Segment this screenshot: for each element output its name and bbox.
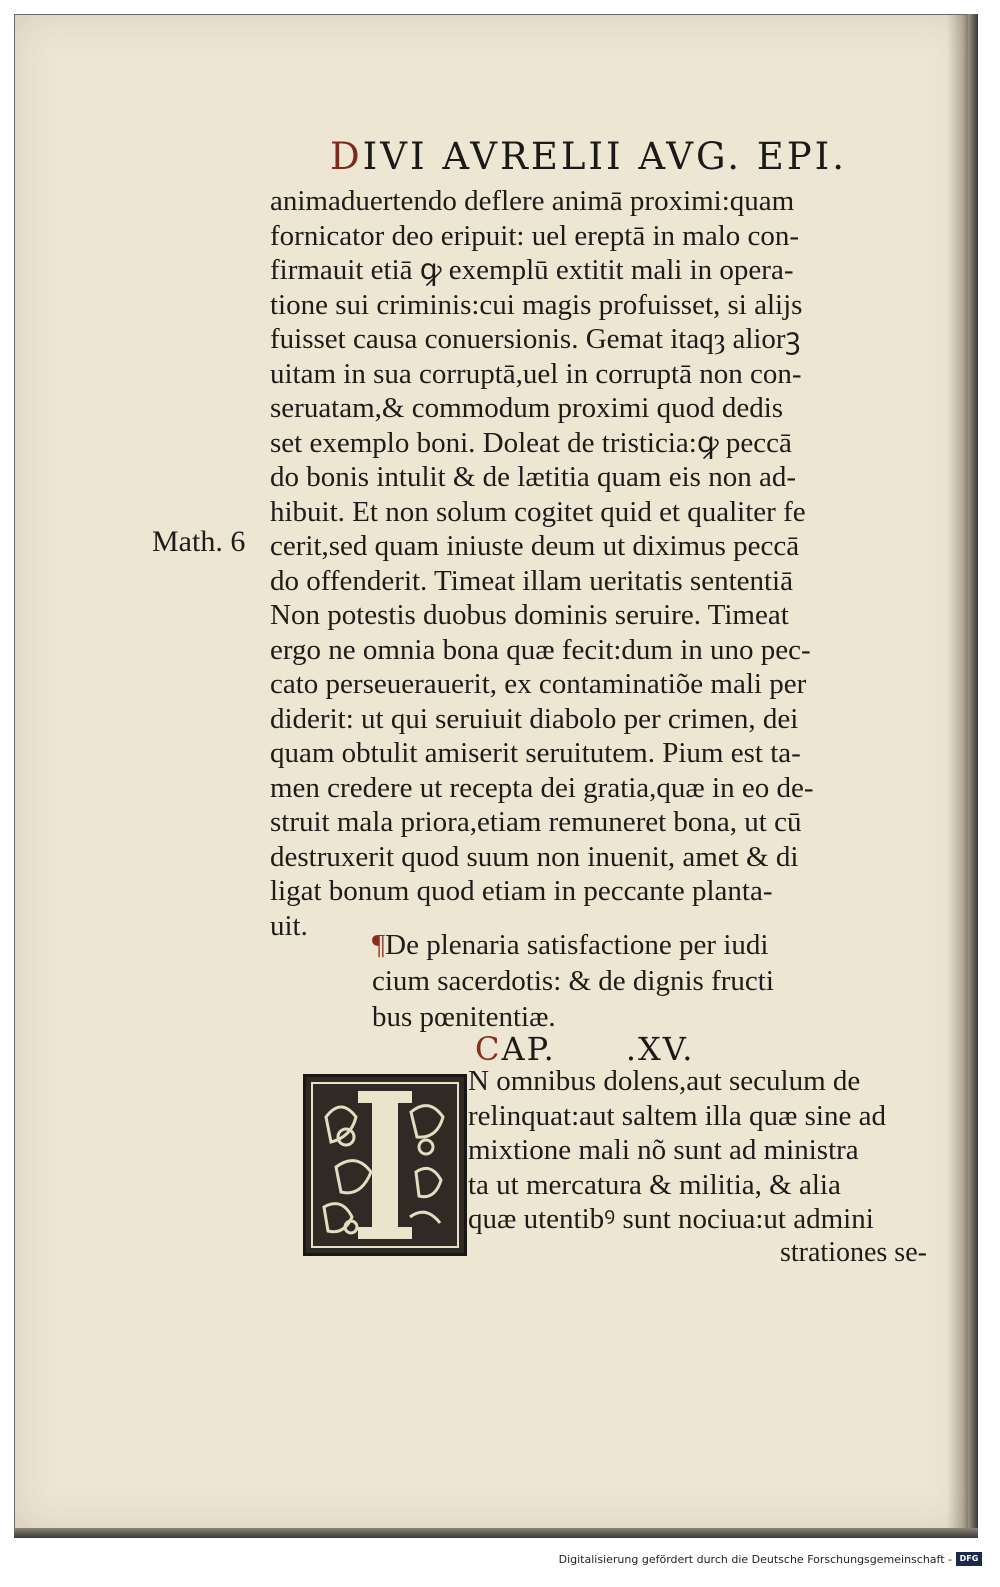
text-line: ta ut mercatura & militia, & alia [468,1168,841,1201]
text-line: tione sui criminis:cui magis profuisset, si alijs [270,288,803,321]
cap-label: AP. [501,1030,556,1068]
text-line: cato perseuerauerit, ex contaminatiõe mali per [270,668,807,700]
rubric-text: De plenaria satisfactione per iudi [385,929,769,961]
chapter-number-heading [475,1030,694,1068]
book-edge-right [968,14,978,1528]
running-head [330,135,890,178]
text-line: uit. [270,909,308,942]
text-line: N omnibus dolens,aut seculum de [468,1065,861,1097]
woodcut-initial-icon [306,1077,464,1253]
body-text [270,184,925,943]
text-line: uitam in sua corruptā,uel in corruptā non con- [270,357,802,390]
text-line: do offenderit. Timeat illam ueritatis sententiā [270,564,793,597]
text-line: men credere ut recepta dei gratia,quæ in eo de- [270,771,814,804]
text-line: ligat bonum quod etiam in peccante planta- [270,875,773,907]
running-head-text: IVI AVRELII AVG. EPI. [362,135,848,178]
text-line: fuisset causa conuersionis. Gemat itaqȝ aliorꝫ [270,323,801,355]
page-gutter-shadow [947,15,969,1529]
text-line: animaduertendo deflere animā proximi:quam [270,185,795,217]
text-line: mixtione mali nõ sunt ad ministra [468,1134,859,1166]
book-edge-bottom [14,1528,978,1538]
digitization-credit: Digitalisierung gefördert durch die Deutsche Forschungsgemeinschaft - [558,1553,952,1566]
text-line: ergo ne omnia bona quæ fecit:dum in uno pec- [270,633,811,666]
text-line: seruatam,& commodum proximi quod dedis [270,392,784,424]
running-head-initial: D [330,135,363,178]
marginal-citation: Math. 6 [152,525,246,558]
woodcut-initial [303,1074,467,1256]
cap-number: .XV. [625,1030,695,1068]
pilcrow-icon: ¶ [372,929,386,961]
rubric-line: cium sacerdotis: & de dignis fructi [372,965,774,997]
text-line: hibuit. Et non solum cogitet quid et qualiter fe [270,495,806,528]
text-line: fornicator deo eripuit: uel ereptā in malo con- [270,219,800,252]
rubric-line [372,927,872,963]
catchword: strationes se- [780,1237,927,1268]
rubric-line: bus pœnitentiæ. [372,1001,556,1033]
cap-initial: C [475,1030,502,1068]
chapter-body-text [468,1064,928,1237]
text-line: quam obtulit amiserit seruitutem. Pium est ta- [270,737,801,769]
text-line: cerit,sed quam iniuste deum ut diximus peccā [270,530,800,562]
dfg-logo: DFG [956,1552,982,1566]
text-line: do bonis intulit & de lætitia quam eis non ad- [270,461,796,493]
text-line: set exemplo boni. Doleat de tristicia:ꝙ peccā [270,426,792,459]
text-line: diderit: ut qui seruiuit diabolo per crimen, dei [270,702,799,735]
chapter-rubric [372,927,872,1035]
text-line: destruxerit quod suum non inuenit, amet & di [270,840,799,873]
text-line: struit mala priora,etiam remuneret bona, ut cū [270,806,802,838]
text-line: quæ utentibꝰ sunt nociua:ut admini [468,1203,874,1235]
text-line: Non potestis duobus dominis seruire. Timeat [270,599,789,631]
text-line: relinquat:aut saltem illa quæ sine ad [468,1099,886,1132]
text-line: firmauit etiā ꝙ exemplū extitit mali in opera- [270,254,794,286]
